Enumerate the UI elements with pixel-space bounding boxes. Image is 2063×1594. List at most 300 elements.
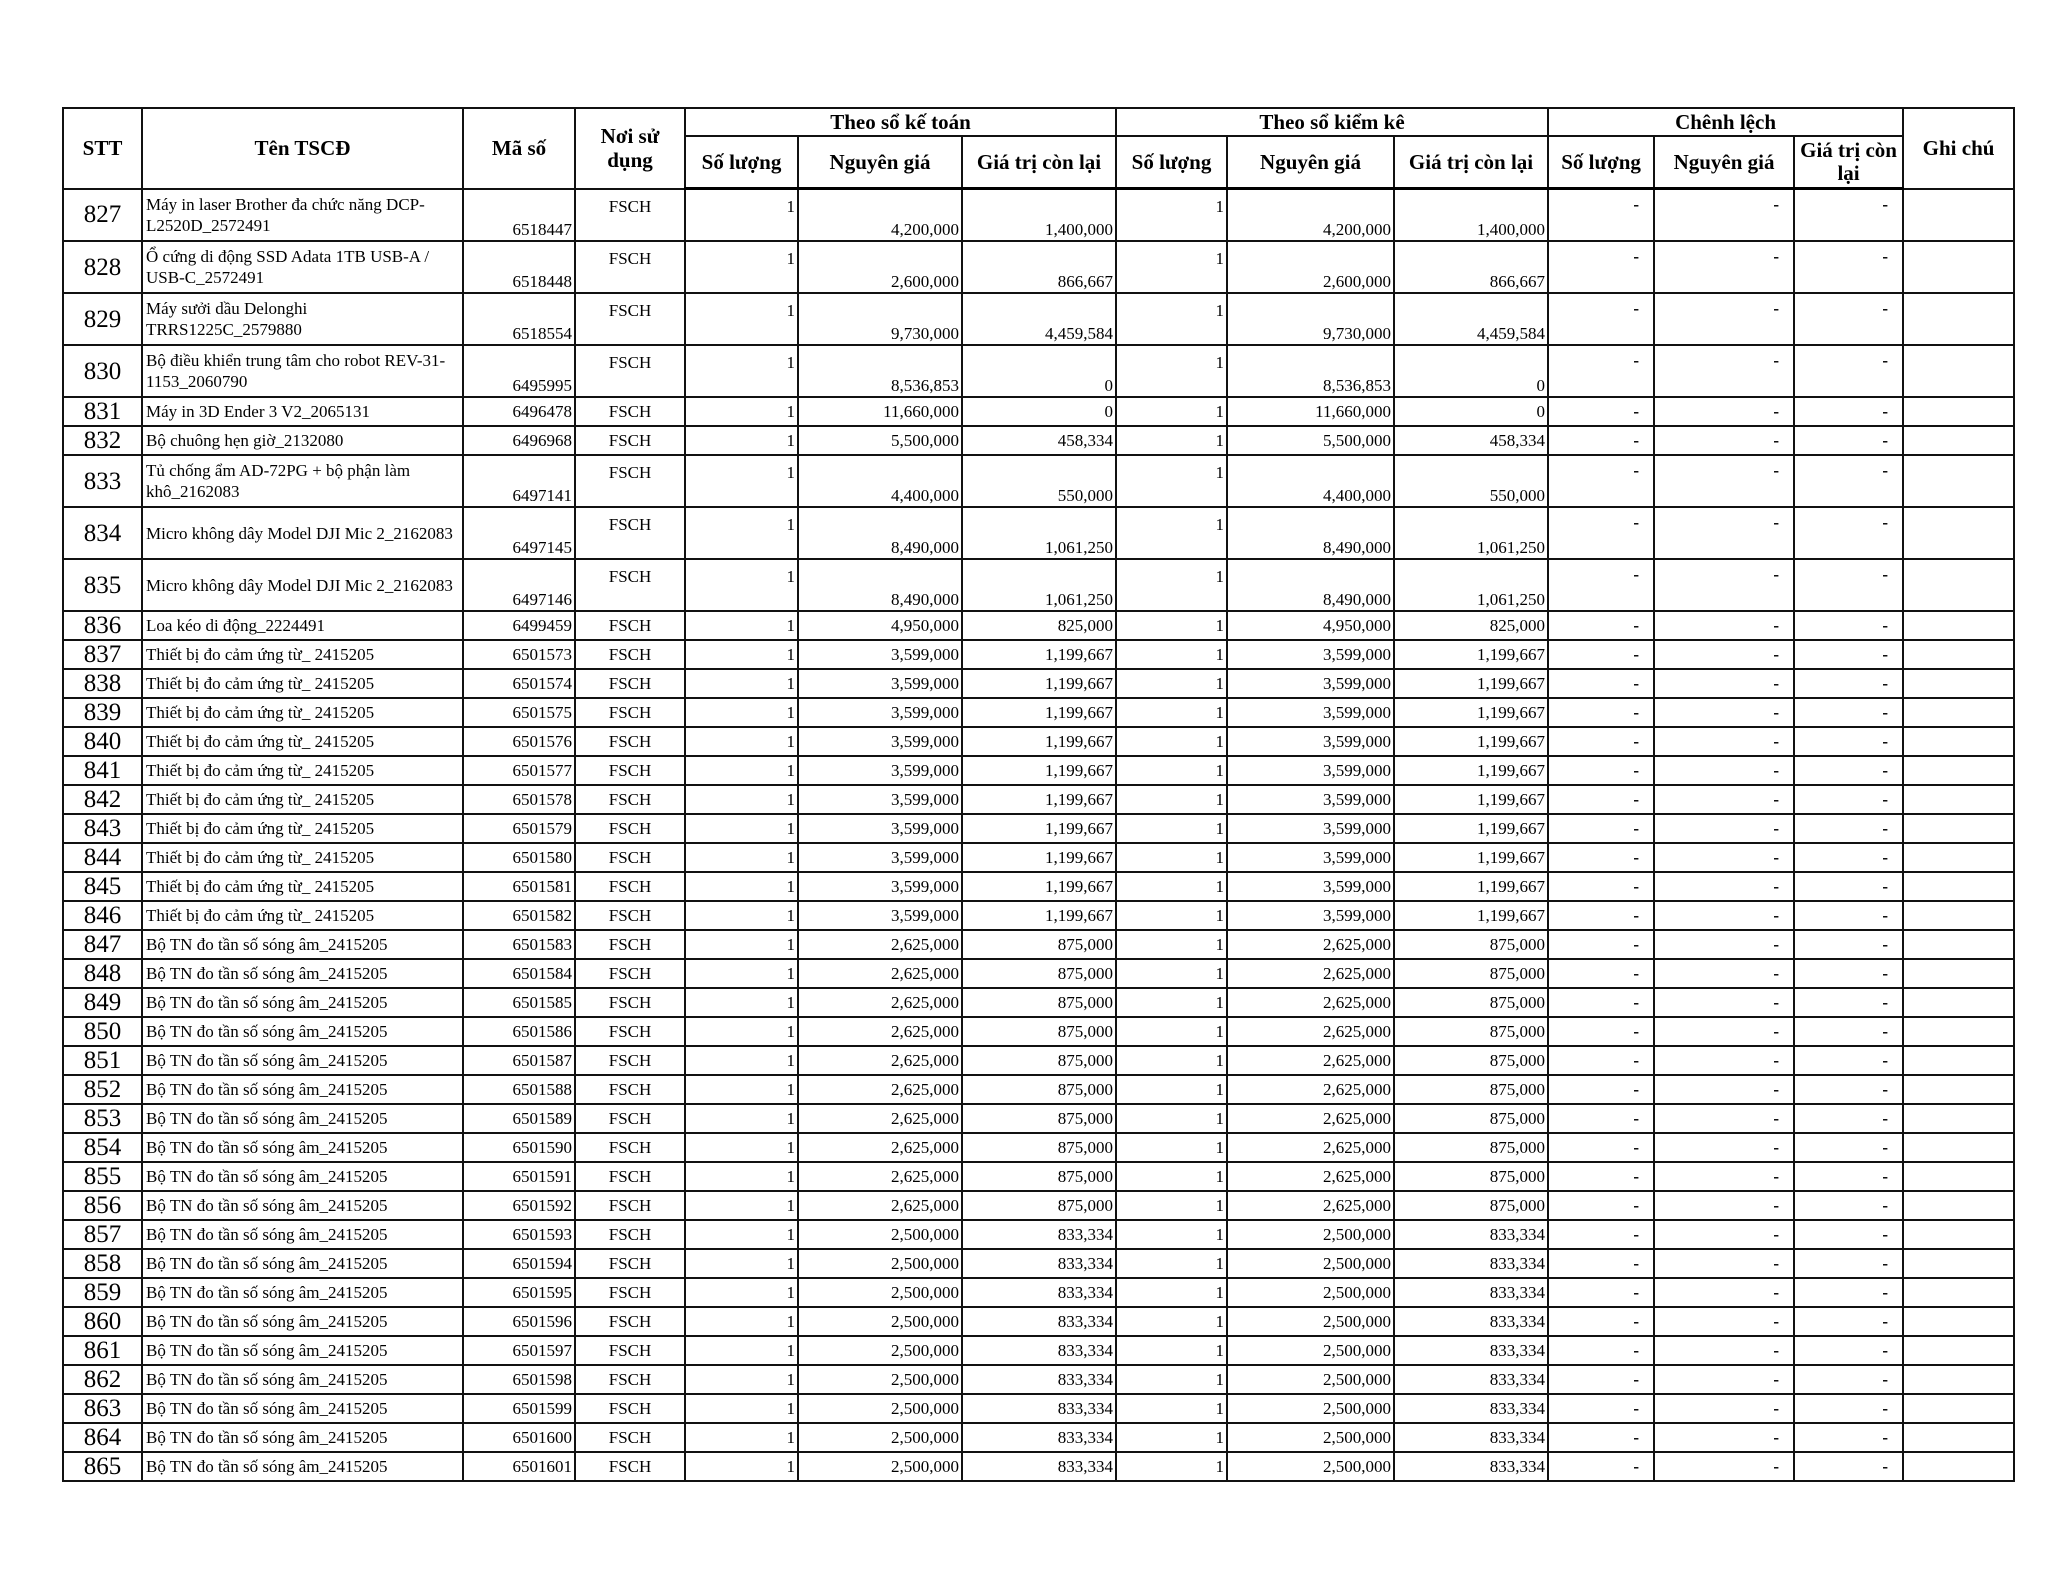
cell-difference-remaining: -: [1794, 1394, 1903, 1423]
cell-difference-quantity: -: [1548, 397, 1654, 426]
cell-inventory-cost: 3,599,000: [1227, 843, 1394, 872]
cell-difference-remaining: -: [1794, 669, 1903, 698]
cell-asset-code: 6501589: [463, 1104, 575, 1133]
cell-inventory-cost: 8,490,000: [1227, 507, 1394, 559]
cell-difference-quantity: -: [1548, 1075, 1654, 1104]
cell-place-of-use: FSCH: [575, 930, 685, 959]
cell-inventory-remaining: 550,000: [1394, 455, 1548, 507]
cell-difference-quantity: -: [1548, 189, 1654, 242]
cell-asset-code: 6497146: [463, 559, 575, 611]
cell-place-of-use: FSCH: [575, 1278, 685, 1307]
cell-asset-code: 6501581: [463, 872, 575, 901]
header-inventory-remaining: Giá trị còn lại: [1394, 136, 1548, 189]
cell-difference-quantity: -: [1548, 1307, 1654, 1336]
cell-inventory-cost: 3,599,000: [1227, 669, 1394, 698]
cell-note: [1903, 1365, 2014, 1394]
cell-accounting-remaining: 875,000: [962, 1075, 1116, 1104]
cell-difference-remaining: -: [1794, 1249, 1903, 1278]
table-row: [63, 1133, 2014, 1162]
cell-inventory-cost: 2,500,000: [1227, 1365, 1394, 1394]
cell-accounting-cost: 3,599,000: [798, 756, 962, 785]
cell-inventory-cost: 2,500,000: [1227, 1278, 1394, 1307]
header-difference-cost: Nguyên giá: [1654, 136, 1794, 189]
table-row: [63, 1104, 2014, 1133]
header-inventory-quantity: Số lượng: [1116, 136, 1227, 189]
cell-difference-remaining: -: [1794, 698, 1903, 727]
cell-inventory-remaining: 1,199,667: [1394, 814, 1548, 843]
header-group-inventory: Theo sổ kiểm kê: [1116, 108, 1548, 136]
cell-note: [1903, 1394, 2014, 1423]
cell-accounting-quantity: 1: [685, 1162, 798, 1191]
cell-difference-remaining: -: [1794, 1046, 1903, 1075]
cell-accounting-quantity: 1: [685, 988, 798, 1017]
header-group-accounting: Theo sổ kế toán: [685, 108, 1116, 136]
cell-accounting-quantity: 1: [685, 1278, 798, 1307]
cell-note: [1903, 901, 2014, 930]
cell-difference-remaining: -: [1794, 559, 1903, 611]
cell-accounting-cost: 3,599,000: [798, 727, 962, 756]
cell-accounting-cost: 2,625,000: [798, 1075, 962, 1104]
cell-difference-remaining: -: [1794, 1104, 1903, 1133]
cell-stt: 834: [63, 507, 142, 559]
cell-inventory-remaining: 1,199,667: [1394, 756, 1548, 785]
cell-difference-cost: -: [1654, 727, 1794, 756]
cell-inventory-quantity: 1: [1116, 611, 1227, 640]
cell-accounting-cost: 2,500,000: [798, 1452, 962, 1481]
cell-accounting-quantity: 1: [685, 814, 798, 843]
cell-asset-name: Tủ chống ẩm AD-72PG + bộ phận làm khô_2162083: [142, 455, 463, 507]
cell-asset-code: 6501598: [463, 1365, 575, 1394]
cell-note: [1903, 640, 2014, 669]
cell-asset-name: Bộ TN đo tần số sóng âm_2415205: [142, 1394, 463, 1423]
cell-difference-cost: -: [1654, 756, 1794, 785]
cell-inventory-cost: 2,500,000: [1227, 1452, 1394, 1481]
cell-asset-name: Thiết bị đo cảm ứng từ_ 2415205: [142, 872, 463, 901]
cell-note: [1903, 1162, 2014, 1191]
cell-stt: 845: [63, 872, 142, 901]
table-row: [63, 1075, 2014, 1104]
cell-place-of-use: FSCH: [575, 559, 685, 611]
cell-accounting-remaining: 833,334: [962, 1365, 1116, 1394]
cell-inventory-remaining: 833,334: [1394, 1307, 1548, 1336]
cell-difference-cost: -: [1654, 1394, 1794, 1423]
cell-difference-remaining: -: [1794, 1423, 1903, 1452]
cell-difference-quantity: -: [1548, 1017, 1654, 1046]
cell-note: [1903, 669, 2014, 698]
cell-inventory-cost: 2,600,000: [1227, 241, 1394, 293]
cell-place-of-use: FSCH: [575, 1162, 685, 1191]
cell-inventory-cost: 3,599,000: [1227, 756, 1394, 785]
cell-difference-quantity: -: [1548, 1191, 1654, 1220]
table-row: [63, 1191, 2014, 1220]
cell-note: [1903, 507, 2014, 559]
cell-accounting-cost: 11,660,000: [798, 397, 962, 426]
cell-accounting-cost: 4,400,000: [798, 455, 962, 507]
cell-inventory-cost: 3,599,000: [1227, 785, 1394, 814]
cell-inventory-remaining: 1,199,667: [1394, 727, 1548, 756]
cell-stt: 849: [63, 988, 142, 1017]
cell-accounting-cost: 2,625,000: [798, 930, 962, 959]
cell-asset-name: Bộ TN đo tần số sóng âm_2415205: [142, 1191, 463, 1220]
cell-accounting-cost: 2,500,000: [798, 1336, 962, 1365]
cell-accounting-cost: 2,500,000: [798, 1394, 962, 1423]
cell-accounting-quantity: 1: [685, 1365, 798, 1394]
cell-note: [1903, 611, 2014, 640]
cell-difference-quantity: -: [1548, 1452, 1654, 1481]
cell-accounting-remaining: 875,000: [962, 1162, 1116, 1191]
cell-note: [1903, 1104, 2014, 1133]
cell-place-of-use: FSCH: [575, 843, 685, 872]
cell-inventory-quantity: 1: [1116, 698, 1227, 727]
cell-difference-remaining: -: [1794, 727, 1903, 756]
cell-inventory-remaining: 833,334: [1394, 1365, 1548, 1394]
table-row: [63, 1278, 2014, 1307]
table-row: [63, 426, 2014, 455]
cell-asset-name: Bộ TN đo tần số sóng âm_2415205: [142, 1452, 463, 1481]
cell-note: [1903, 698, 2014, 727]
cell-place-of-use: FSCH: [575, 1133, 685, 1162]
cell-accounting-cost: 3,599,000: [798, 843, 962, 872]
cell-difference-remaining: -: [1794, 785, 1903, 814]
cell-accounting-quantity: 1: [685, 1336, 798, 1365]
cell-inventory-quantity: 1: [1116, 1307, 1227, 1336]
cell-place-of-use: FSCH: [575, 455, 685, 507]
cell-inventory-quantity: 1: [1116, 1220, 1227, 1249]
cell-asset-code: 6501574: [463, 669, 575, 698]
cell-accounting-quantity: 1: [685, 959, 798, 988]
cell-inventory-remaining: 1,199,667: [1394, 901, 1548, 930]
cell-inventory-cost: 3,599,000: [1227, 698, 1394, 727]
cell-asset-code: 6518447: [463, 189, 575, 242]
table-row: [63, 669, 2014, 698]
cell-inventory-cost: 4,400,000: [1227, 455, 1394, 507]
cell-inventory-remaining: 1,061,250: [1394, 559, 1548, 611]
cell-asset-code: 6499459: [463, 611, 575, 640]
cell-accounting-cost: 2,625,000: [798, 1162, 962, 1191]
cell-accounting-remaining: 1,400,000: [962, 189, 1116, 242]
cell-accounting-cost: 8,490,000: [798, 559, 962, 611]
cell-place-of-use: FSCH: [575, 397, 685, 426]
cell-asset-code: 6518554: [463, 293, 575, 345]
cell-accounting-quantity: 1: [685, 293, 798, 345]
cell-accounting-remaining: 875,000: [962, 959, 1116, 988]
cell-difference-remaining: -: [1794, 1017, 1903, 1046]
cell-inventory-cost: 2,625,000: [1227, 930, 1394, 959]
cell-difference-cost: -: [1654, 988, 1794, 1017]
cell-difference-cost: -: [1654, 669, 1794, 698]
cell-asset-name: Thiết bị đo cảm ứng từ_ 2415205: [142, 727, 463, 756]
cell-accounting-remaining: 1,199,667: [962, 756, 1116, 785]
cell-inventory-quantity: 1: [1116, 1075, 1227, 1104]
cell-inventory-cost: 2,625,000: [1227, 1046, 1394, 1075]
cell-note: [1903, 293, 2014, 345]
cell-stt: 846: [63, 901, 142, 930]
cell-accounting-cost: 2,625,000: [798, 959, 962, 988]
cell-asset-name: Bộ TN đo tần số sóng âm_2415205: [142, 959, 463, 988]
cell-asset-code: 6501578: [463, 785, 575, 814]
cell-note: [1903, 727, 2014, 756]
cell-inventory-quantity: 1: [1116, 189, 1227, 242]
cell-difference-quantity: -: [1548, 1394, 1654, 1423]
cell-asset-name: Ổ cứng di động SSD Adata 1TB USB-A / USB-C_2572491: [142, 241, 463, 293]
cell-place-of-use: FSCH: [575, 293, 685, 345]
cell-note: [1903, 345, 2014, 397]
cell-note: [1903, 559, 2014, 611]
cell-inventory-remaining: 0: [1394, 345, 1548, 397]
table-row: [63, 1046, 2014, 1075]
cell-place-of-use: FSCH: [575, 1307, 685, 1336]
cell-accounting-quantity: 1: [685, 727, 798, 756]
cell-stt: 855: [63, 1162, 142, 1191]
cell-difference-quantity: -: [1548, 455, 1654, 507]
cell-asset-name: Bộ TN đo tần số sóng âm_2415205: [142, 1307, 463, 1336]
cell-asset-code: 6501601: [463, 1452, 575, 1481]
cell-difference-cost: -: [1654, 507, 1794, 559]
table-row: [63, 189, 2014, 242]
cell-accounting-remaining: 0: [962, 397, 1116, 426]
cell-note: [1903, 1423, 2014, 1452]
table-row: [63, 698, 2014, 727]
cell-difference-remaining: -: [1794, 872, 1903, 901]
header-asset-code: Mã số: [463, 108, 575, 189]
cell-inventory-cost: 3,599,000: [1227, 640, 1394, 669]
cell-accounting-remaining: 1,199,667: [962, 785, 1116, 814]
cell-inventory-cost: 2,625,000: [1227, 1017, 1394, 1046]
cell-stt: 830: [63, 345, 142, 397]
cell-inventory-remaining: 833,334: [1394, 1452, 1548, 1481]
cell-asset-name: Máy in laser Brother đa chức năng DCP-L2520D_2572491: [142, 189, 463, 242]
cell-difference-quantity: -: [1548, 727, 1654, 756]
cell-inventory-remaining: 1,199,667: [1394, 843, 1548, 872]
table-row: [63, 785, 2014, 814]
cell-difference-cost: -: [1654, 872, 1794, 901]
cell-asset-code: 6501595: [463, 1278, 575, 1307]
cell-stt: 852: [63, 1075, 142, 1104]
cell-accounting-cost: 2,625,000: [798, 1104, 962, 1133]
cell-stt: 842: [63, 785, 142, 814]
cell-difference-cost: -: [1654, 241, 1794, 293]
cell-accounting-remaining: 833,334: [962, 1307, 1116, 1336]
cell-inventory-remaining: 833,334: [1394, 1249, 1548, 1278]
cell-difference-quantity: -: [1548, 1278, 1654, 1307]
cell-note: [1903, 785, 2014, 814]
cell-difference-quantity: -: [1548, 1104, 1654, 1133]
cell-difference-remaining: -: [1794, 426, 1903, 455]
cell-asset-name: Bộ TN đo tần số sóng âm_2415205: [142, 1220, 463, 1249]
cell-accounting-quantity: 1: [685, 241, 798, 293]
cell-asset-name: Máy sưởi dầu Delonghi TRRS1225C_2579880: [142, 293, 463, 345]
table-body: [63, 189, 2014, 1482]
cell-difference-remaining: -: [1794, 814, 1903, 843]
cell-difference-quantity: -: [1548, 1249, 1654, 1278]
header-accounting-quantity: Số lượng: [685, 136, 798, 189]
cell-accounting-quantity: 1: [685, 1394, 798, 1423]
cell-accounting-quantity: 1: [685, 611, 798, 640]
cell-difference-cost: -: [1654, 814, 1794, 843]
cell-asset-name: Bộ TN đo tần số sóng âm_2415205: [142, 1075, 463, 1104]
cell-accounting-remaining: 1,199,667: [962, 843, 1116, 872]
cell-inventory-remaining: 1,061,250: [1394, 507, 1548, 559]
cell-place-of-use: FSCH: [575, 959, 685, 988]
table-row: [63, 1307, 2014, 1336]
cell-accounting-cost: 3,599,000: [798, 785, 962, 814]
cell-difference-remaining: -: [1794, 189, 1903, 242]
cell-difference-cost: -: [1654, 345, 1794, 397]
cell-asset-name: Thiết bị đo cảm ứng từ_ 2415205: [142, 814, 463, 843]
cell-asset-code: 6501593: [463, 1220, 575, 1249]
cell-note: [1903, 1046, 2014, 1075]
cell-asset-name: Thiết bị đo cảm ứng từ_ 2415205: [142, 640, 463, 669]
cell-difference-remaining: -: [1794, 640, 1903, 669]
cell-asset-name: Loa kéo di động_2224491: [142, 611, 463, 640]
cell-difference-cost: -: [1654, 785, 1794, 814]
cell-place-of-use: FSCH: [575, 901, 685, 930]
cell-asset-name: Bộ TN đo tần số sóng âm_2415205: [142, 1133, 463, 1162]
cell-difference-cost: -: [1654, 611, 1794, 640]
cell-note: [1903, 1017, 2014, 1046]
cell-accounting-cost: 8,490,000: [798, 507, 962, 559]
cell-difference-remaining: -: [1794, 901, 1903, 930]
cell-stt: 828: [63, 241, 142, 293]
cell-difference-remaining: -: [1794, 1336, 1903, 1365]
cell-inventory-quantity: 1: [1116, 669, 1227, 698]
cell-inventory-remaining: 1,199,667: [1394, 640, 1548, 669]
cell-stt: 859: [63, 1278, 142, 1307]
cell-stt: 853: [63, 1104, 142, 1133]
cell-place-of-use: FSCH: [575, 345, 685, 397]
cell-accounting-remaining: 833,334: [962, 1452, 1116, 1481]
cell-asset-code: 6501597: [463, 1336, 575, 1365]
cell-inventory-quantity: 1: [1116, 426, 1227, 455]
cell-difference-remaining: -: [1794, 988, 1903, 1017]
cell-difference-remaining: -: [1794, 611, 1903, 640]
cell-difference-remaining: -: [1794, 507, 1903, 559]
cell-accounting-quantity: 1: [685, 872, 798, 901]
asset-inventory-table: [62, 107, 2015, 1482]
table-row: [63, 756, 2014, 785]
cell-difference-quantity: -: [1548, 785, 1654, 814]
cell-difference-cost: -: [1654, 1075, 1794, 1104]
cell-note: [1903, 241, 2014, 293]
table-row: [63, 1452, 2014, 1481]
cell-inventory-cost: 4,950,000: [1227, 611, 1394, 640]
cell-difference-cost: -: [1654, 959, 1794, 988]
cell-place-of-use: FSCH: [575, 1191, 685, 1220]
cell-inventory-cost: 2,625,000: [1227, 1133, 1394, 1162]
cell-asset-name: Thiết bị đo cảm ứng từ_ 2415205: [142, 698, 463, 727]
asset-inventory-page: [62, 107, 2015, 1482]
cell-difference-quantity: -: [1548, 843, 1654, 872]
cell-accounting-quantity: 1: [685, 1452, 798, 1481]
cell-accounting-quantity: 1: [685, 901, 798, 930]
cell-accounting-remaining: 833,334: [962, 1423, 1116, 1452]
header-place-of-use: Nơi sử dụng: [575, 108, 685, 189]
cell-inventory-cost: 2,500,000: [1227, 1394, 1394, 1423]
cell-inventory-quantity: 1: [1116, 959, 1227, 988]
cell-difference-cost: -: [1654, 1191, 1794, 1220]
cell-asset-name: Bộ điều khiển trung tâm cho robot REV-31-1153_2060790: [142, 345, 463, 397]
table-row: [63, 397, 2014, 426]
cell-note: [1903, 1075, 2014, 1104]
cell-accounting-remaining: 875,000: [962, 1133, 1116, 1162]
cell-inventory-quantity: 1: [1116, 293, 1227, 345]
cell-accounting-cost: 2,625,000: [798, 1191, 962, 1220]
cell-inventory-remaining: 875,000: [1394, 1162, 1548, 1191]
cell-accounting-quantity: 1: [685, 426, 798, 455]
cell-inventory-remaining: 1,400,000: [1394, 189, 1548, 242]
cell-inventory-cost: 3,599,000: [1227, 901, 1394, 930]
cell-inventory-quantity: 1: [1116, 345, 1227, 397]
cell-accounting-quantity: 1: [685, 397, 798, 426]
cell-inventory-quantity: 1: [1116, 872, 1227, 901]
cell-asset-code: 6501576: [463, 727, 575, 756]
cell-accounting-cost: 3,599,000: [798, 814, 962, 843]
cell-accounting-quantity: 1: [685, 1220, 798, 1249]
cell-note: [1903, 756, 2014, 785]
cell-asset-name: Thiết bị đo cảm ứng từ_ 2415205: [142, 843, 463, 872]
cell-inventory-remaining: 458,334: [1394, 426, 1548, 455]
cell-difference-remaining: -: [1794, 241, 1903, 293]
cell-note: [1903, 1133, 2014, 1162]
cell-accounting-remaining: 550,000: [962, 455, 1116, 507]
cell-accounting-remaining: 1,199,667: [962, 727, 1116, 756]
cell-difference-quantity: -: [1548, 241, 1654, 293]
cell-accounting-quantity: 1: [685, 756, 798, 785]
table-row: [63, 1423, 2014, 1452]
cell-accounting-remaining: 1,199,667: [962, 698, 1116, 727]
cell-place-of-use: FSCH: [575, 1336, 685, 1365]
cell-inventory-remaining: 875,000: [1394, 1046, 1548, 1075]
cell-accounting-remaining: 4,459,584: [962, 293, 1116, 345]
cell-asset-code: 6501590: [463, 1133, 575, 1162]
table-row: [63, 1394, 2014, 1423]
cell-difference-remaining: -: [1794, 455, 1903, 507]
cell-difference-cost: -: [1654, 1162, 1794, 1191]
cell-difference-quantity: -: [1548, 988, 1654, 1017]
cell-difference-quantity: -: [1548, 872, 1654, 901]
cell-difference-cost: -: [1654, 930, 1794, 959]
cell-inventory-quantity: 1: [1116, 843, 1227, 872]
cell-inventory-remaining: 875,000: [1394, 1104, 1548, 1133]
cell-accounting-remaining: 1,061,250: [962, 559, 1116, 611]
cell-inventory-remaining: 4,459,584: [1394, 293, 1548, 345]
cell-accounting-cost: 3,599,000: [798, 669, 962, 698]
cell-inventory-quantity: 1: [1116, 559, 1227, 611]
cell-place-of-use: FSCH: [575, 507, 685, 559]
cell-accounting-quantity: 1: [685, 785, 798, 814]
cell-inventory-quantity: 1: [1116, 1278, 1227, 1307]
cell-stt: 827: [63, 189, 142, 242]
cell-place-of-use: FSCH: [575, 698, 685, 727]
cell-inventory-quantity: 1: [1116, 1249, 1227, 1278]
cell-asset-code: 6501583: [463, 930, 575, 959]
cell-place-of-use: FSCH: [575, 1452, 685, 1481]
cell-asset-code: 6495995: [463, 345, 575, 397]
table-row: [63, 1017, 2014, 1046]
cell-inventory-cost: 2,625,000: [1227, 1104, 1394, 1133]
cell-difference-remaining: -: [1794, 1278, 1903, 1307]
cell-accounting-remaining: 833,334: [962, 1336, 1116, 1365]
cell-inventory-cost: 2,500,000: [1227, 1307, 1394, 1336]
cell-inventory-cost: 2,500,000: [1227, 1423, 1394, 1452]
cell-inventory-quantity: 1: [1116, 785, 1227, 814]
cell-accounting-cost: 3,599,000: [798, 698, 962, 727]
cell-stt: 862: [63, 1365, 142, 1394]
cell-place-of-use: FSCH: [575, 1075, 685, 1104]
cell-inventory-cost: 2,500,000: [1227, 1220, 1394, 1249]
cell-inventory-cost: 2,625,000: [1227, 1075, 1394, 1104]
cell-asset-name: Bộ TN đo tần số sóng âm_2415205: [142, 1249, 463, 1278]
